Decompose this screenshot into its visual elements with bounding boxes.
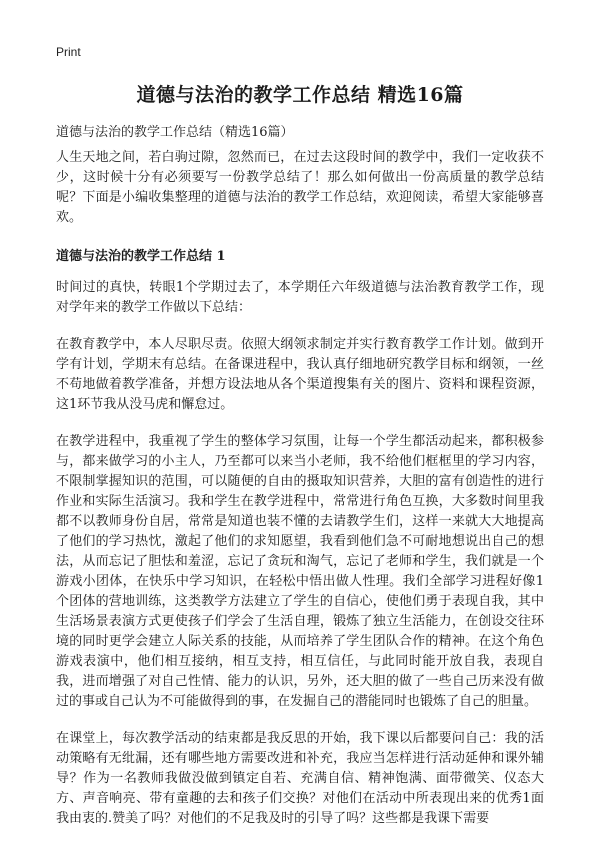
page-subtitle: 道德与法治的教学工作总结（精选16篇）: [56, 125, 294, 140]
section-heading: 道德与法治的教学工作总结 1: [56, 249, 226, 264]
body-paragraph: 时间过的真快，转眼1个学期过去了，本学期任六年级道德与法治教育教学工作，现对学年来的教学工作做以下总结：: [56, 280, 544, 315]
print-link[interactable]: Print: [56, 45, 81, 59]
article-body: [56, 148, 544, 846]
page-title: 道德与法治的教学工作总结 精选16篇: [136, 84, 464, 106]
body-paragraph: 在教学进程中，我重视了学生的整体学习氛围，让每一个学生都活动起来，都积极参与，都来做学习的小主人，乃至都可以来当小老师，我不给他们框框里的学习内容，不限制掌握知识的范围，可以随便的自由的摄取知识营养，大胆的富有创造性的进行作业和实际生活演习。我和学生在教学进程中，常常进行角色互换，大多数时间里我都不以教师身份自居，常常是知道也装不懂的去请教学生们，这样一来就大大地提高了他们的学习热忱，激起了他们的求知愿望，我看到他们急不可耐地想说出自己的想法，从而忘记了胆怯和羞涩，忘记了贪玩和淘气，忘记了老师和学生，我们就是一个游戏小团体，在快乐中学习知识，在轻松中悟出做人性理。我们全部学习进程好像1个团体的营地训练，这类教学方法建立了学生的自信心，使他们勇于表现自我，其中生活场景表演方式更使孩子们学会了生活自理，锻炼了独立生活能力，在创设交往环境的同时更学会建立人际关系的技能，从而培养了学生团队合作的精神。在这个角色游戏表演中，他们相互接纳，相互支持，相互信任，与此同时能开放自我，表现自我，进而增强了对自己性情、能力的认识，另外，还大胆的做了一些自己历来没有做过的事或自己认为不可能做得到的事，在发掘自己的潜能同时也锻炼了自己的胆量。: [56, 434, 544, 709]
intro-paragraph: 人生天地之间，若白驹过隙，忽然而已，在过去这段时间的教学中，我们一定收获不少，这时候十分有必须要写一份教学总结了！那么如何做出一份高质量的教学总结呢？下面是小编收集整理的道德与法治的教学工作总结，欢迎阅读，希望大家能够喜欢。: [56, 150, 544, 225]
body-paragraph: 在课堂上，每次教学活动的结束都是我反思的开始，我下课以后都要问自己：我的活动策略有无纰漏，还有哪些地方需要改进和补充，我应当怎样进行活动延伸和课外辅导？作为一名教师我做没做到镇定自若、充满自信、精神饱满、面带微笑、仪态大方、声音响亮、带有童趣的去和孩子们交换？对他们在活动中所表现出来的优秀1面我由衷的.赞美了吗？对他们的不足我及时的引导了吗？这些都是我课下需要: [56, 731, 544, 826]
body-paragraph: 在教育教学中，本人尽职尽责。依照大纲领求制定并实行教育教学工作计划。做到开学有计划，学期末有总结。在备课进程中，我认真仔细地研究教学目标和纲领，一丝不苟地做着教学准备，并想方设法地从各个渠道搜集有关的图片、资料和课程资源，这1环节我从没马虎和懈怠过。: [56, 337, 544, 412]
